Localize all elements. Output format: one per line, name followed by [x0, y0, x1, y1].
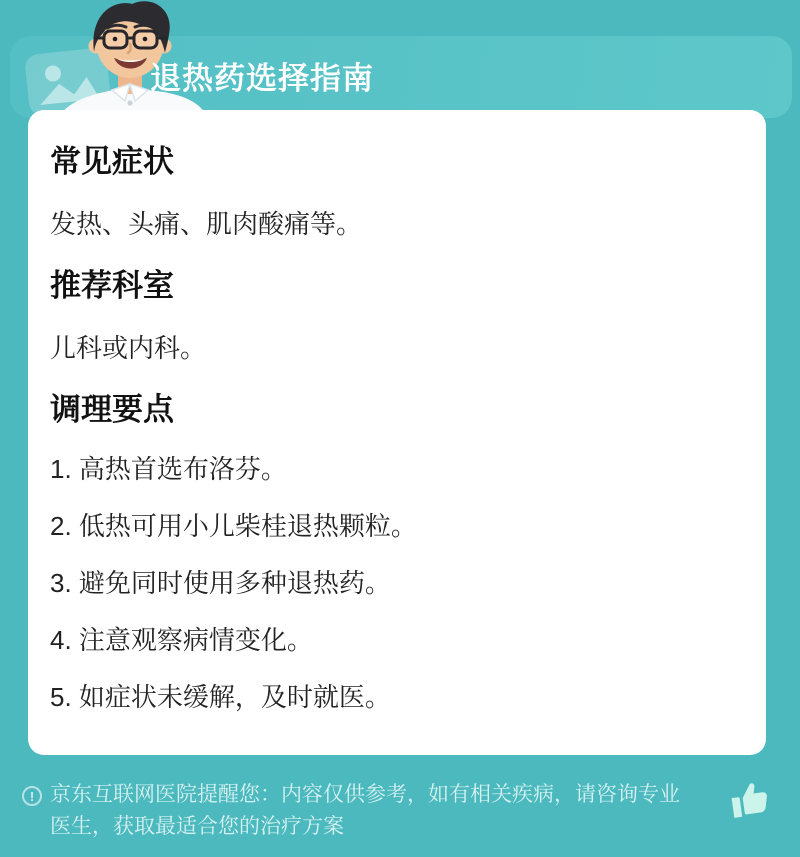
list-item: 3. 避免同时使用多种退热药。	[50, 568, 391, 598]
department-text: 儿科或内科。	[50, 333, 207, 363]
list-item: 5. 如症状未缓解，及时就医。	[50, 682, 391, 712]
section-heading-department: 推荐科室	[50, 268, 174, 303]
section-heading-symptoms: 常见症状	[50, 144, 174, 179]
info-glyph: !	[29, 788, 35, 804]
list-item: 2. 低热可用小儿柴桂退热颗粒。	[50, 511, 417, 541]
list-item: 1. 高热首选布洛芬。	[50, 454, 287, 484]
footer	[0, 755, 800, 857]
info-circle-icon	[22, 786, 42, 806]
disclaimer-text: 京东互联网医院提醒您：内容仅供参考，如有相关疾病，请咨询专业医生，获取最适合您的治疗方案	[50, 783, 680, 838]
symptoms-text: 发热、头痛、肌肉酸痛等。	[50, 209, 363, 239]
section-heading-care-points: 调理要点	[50, 392, 174, 427]
content-card	[28, 110, 766, 755]
care-points-list	[50, 452, 744, 715]
page-title: 退热药选择指南	[150, 61, 374, 96]
list-item: 4. 注意观察病情变化。	[50, 625, 313, 655]
thumbs-up-icon[interactable]	[719, 772, 775, 828]
